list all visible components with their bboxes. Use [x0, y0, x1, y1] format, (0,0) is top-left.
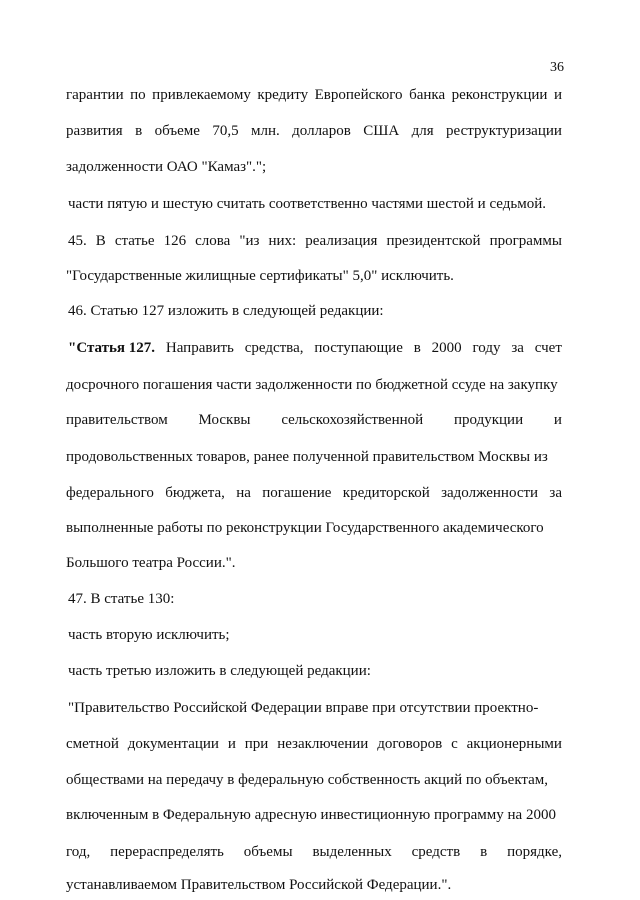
word: реализация — [305, 233, 378, 249]
word: кредиту — [257, 87, 309, 103]
word: с — [451, 736, 458, 752]
word: средства, — [244, 340, 304, 356]
word: выделенных — [312, 844, 392, 860]
word: 126 — [163, 233, 187, 249]
word: и — [227, 736, 236, 752]
article-heading: "Статья 127. — [68, 340, 156, 356]
word: году — [472, 340, 501, 356]
text-line-1 — [66, 86, 562, 104]
word: 2000 — [431, 340, 462, 356]
text-line-3: задолженности ОАО "Камаз"."; — [66, 159, 267, 175]
word: сметной — [66, 736, 119, 752]
word: "из — [239, 233, 260, 249]
word: банка — [409, 87, 446, 103]
word: привлекаемому — [152, 87, 251, 103]
text-line-2 — [66, 122, 562, 140]
page-number: 36 — [550, 60, 564, 75]
word: федерального — [66, 485, 154, 501]
word: в — [480, 844, 488, 860]
text-line-20: обществами на передачу в федеральную собственность акций по объектам, — [66, 772, 549, 788]
word: за — [549, 485, 562, 501]
word: на — [236, 485, 251, 501]
word: незаключении — [277, 736, 369, 752]
word: для — [411, 123, 434, 139]
word: поступающие — [314, 340, 403, 356]
text-line-15: 47. В статье 130: — [68, 591, 175, 607]
text-line-18: "Правительство Российской Федерации вправе при отсутствии проектно- — [68, 700, 539, 716]
word: В — [95, 233, 106, 249]
word: Направить — [165, 340, 234, 356]
word: объеме — [154, 123, 200, 139]
word: сельскохозяйственной — [281, 412, 424, 428]
word: погашение — [262, 485, 332, 501]
text-line-9: досрочного погашения части задолженности по бюджетной ссуде на закупку — [66, 377, 558, 393]
word: президентской — [386, 233, 481, 249]
text-line-23: устанавливаемом Правительством Российской Федерации.". — [66, 877, 452, 893]
word: млн. — [250, 123, 280, 139]
word: 70,5 — [212, 123, 239, 139]
word: в — [413, 340, 421, 356]
text-line-10 — [66, 411, 562, 429]
text-line-21: включенным в Федеральную адресную инвестиционную программу на 2000 — [66, 807, 556, 823]
text-line-17: часть третью изложить в следующей редакции: — [68, 663, 371, 679]
text-line-19 — [66, 735, 562, 753]
word: счет — [534, 340, 562, 356]
word: слова — [195, 233, 231, 249]
text-line-8 — [68, 339, 562, 357]
text-line-7: 46. Статью 127 изложить в следующей редакции: — [68, 303, 384, 319]
text-line-16: часть вторую исключить; — [68, 627, 230, 643]
word: США — [363, 123, 400, 139]
text-line-12 — [66, 484, 562, 502]
text-line-5 — [68, 232, 562, 250]
word: год, — [66, 844, 91, 860]
word: перераспределять — [110, 844, 224, 860]
word: порядке, — [507, 844, 562, 860]
word: и — [553, 87, 562, 103]
word: них: — [268, 233, 297, 249]
word: и — [553, 412, 562, 428]
word: статье — [114, 233, 155, 249]
word: правительством — [66, 412, 168, 428]
word: реконструкции — [451, 87, 548, 103]
word: задолженности — [441, 485, 539, 501]
word: средств — [411, 844, 461, 860]
text-line-4: части пятую и шестую считать соответственно частями шестой и седьмой. — [68, 196, 547, 212]
word: кредиторской — [342, 485, 430, 501]
text-line-14: Большого театра России.". — [66, 555, 236, 571]
text-line-22 — [66, 843, 562, 861]
word: акционерными — [466, 736, 562, 752]
word: долларов — [292, 123, 351, 139]
word: Европейского — [314, 87, 403, 103]
word: 45. — [68, 233, 87, 249]
word: бюджета, — [165, 485, 225, 501]
word: за — [511, 340, 524, 356]
word: документации — [127, 736, 219, 752]
text-line-11: продовольственных товаров, ранее полученной правительством Москвы из — [66, 449, 548, 465]
word: Москвы — [198, 412, 251, 428]
word: гарантии — [66, 87, 124, 103]
word: при — [244, 736, 269, 752]
word: реструктуризации — [446, 123, 562, 139]
text-line-13: выполненные работы по реконструкции Государственного академического — [66, 520, 544, 536]
text-line-6: "Государственные жилищные сертификаты" 5,0" исключить. — [66, 268, 454, 284]
word: развития — [66, 123, 123, 139]
word: договоров — [377, 736, 443, 752]
word: по — [130, 87, 146, 103]
word: в — [135, 123, 143, 139]
word: продукции — [454, 412, 524, 428]
word: объемы — [243, 844, 293, 860]
word: программы — [489, 233, 562, 249]
